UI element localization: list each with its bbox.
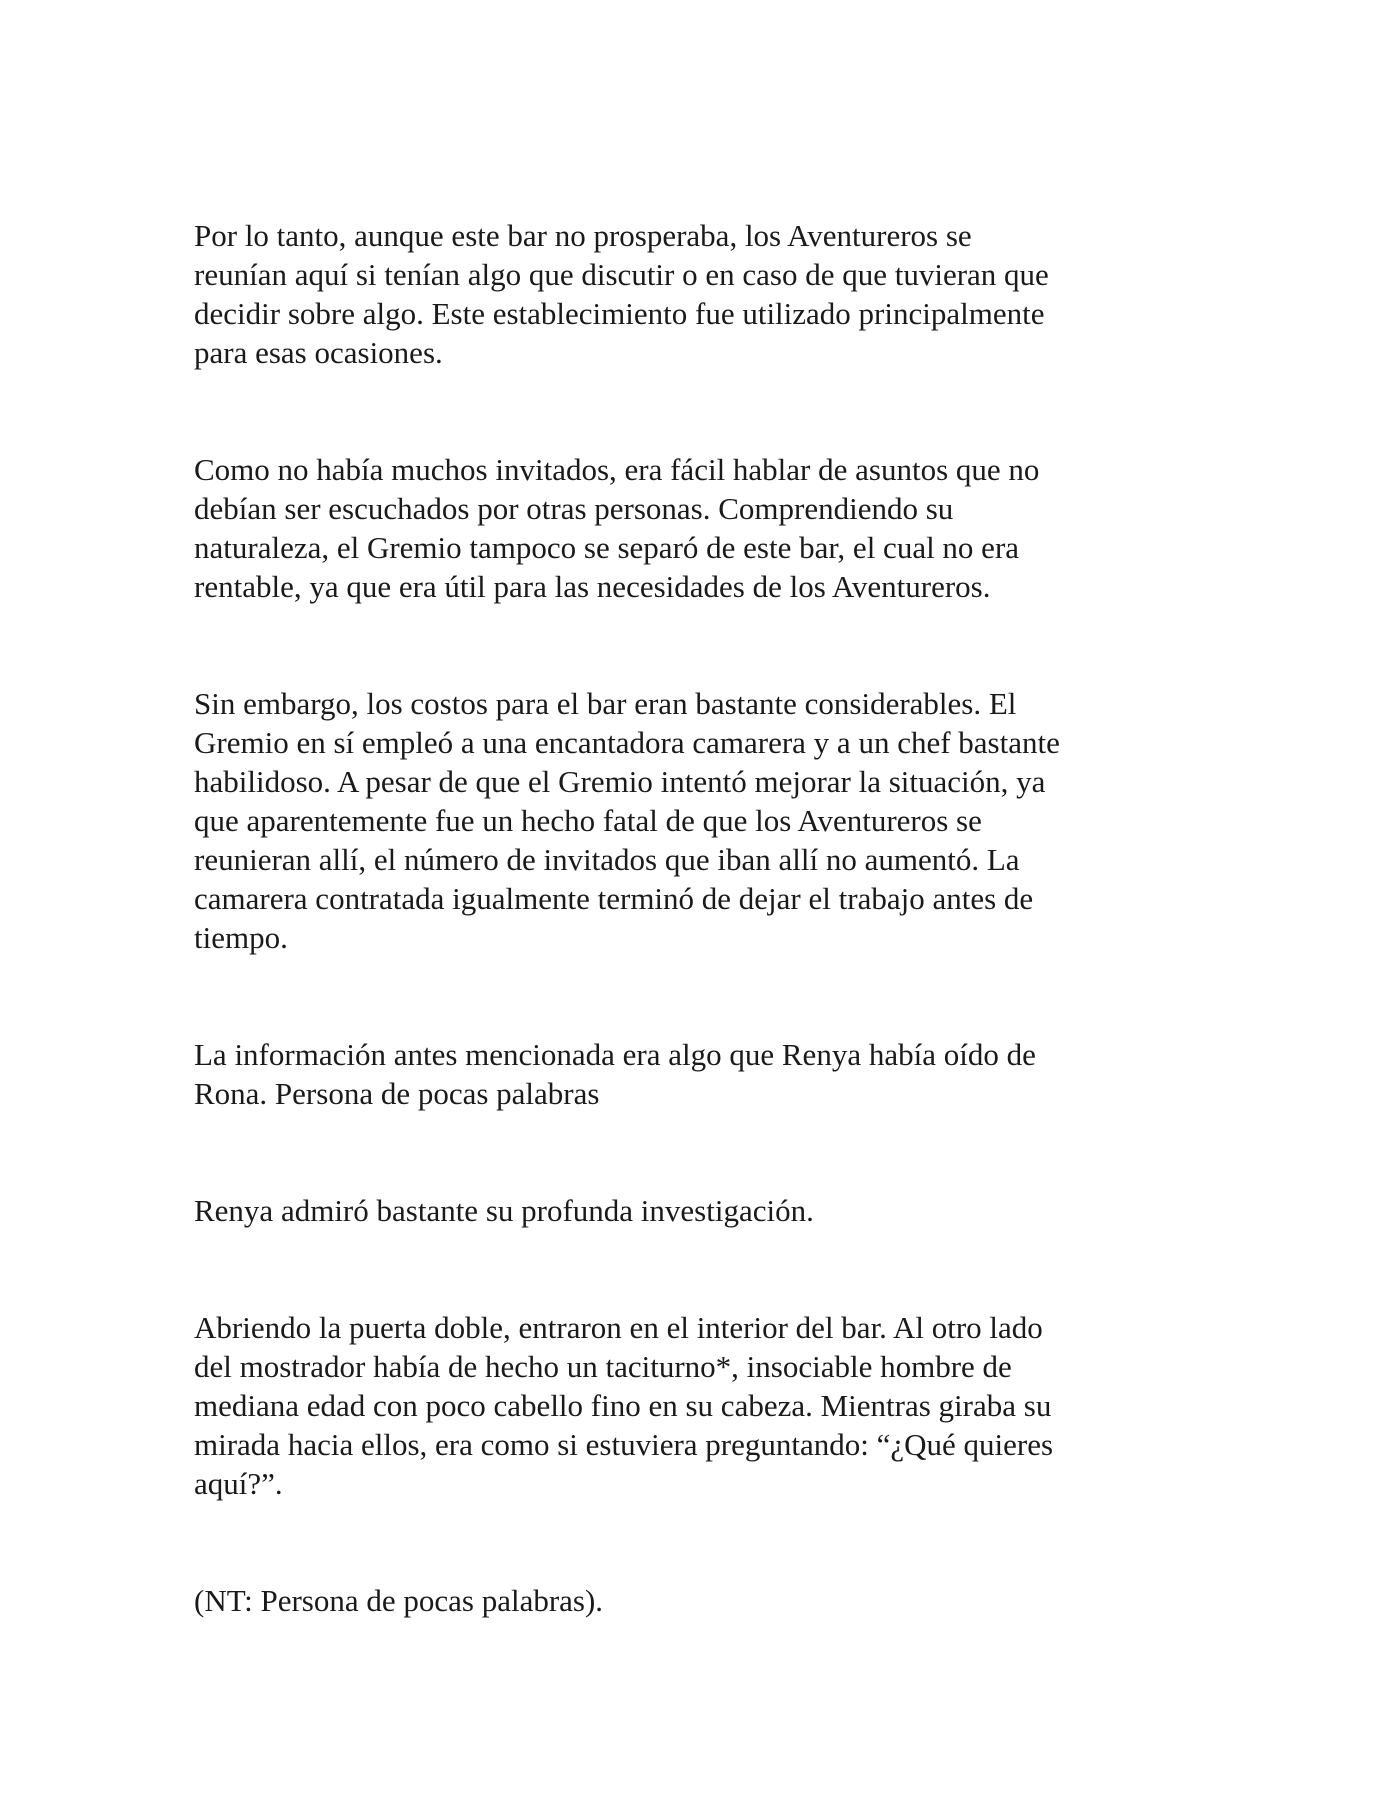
paragraph-line: del mostrador había de hecho un taciturno*, insociable hombre de xyxy=(194,1349,1012,1384)
paragraph-line: reunieran allí, el número de invitados que iban allí no aumentó. La xyxy=(194,842,1020,877)
paragraph-line: rentable, ya que era útil para las necesidades de los Aventureros. xyxy=(194,569,991,604)
paragraph-line: Rona. Persona de pocas palabras xyxy=(194,1076,600,1111)
paragraph-line: Gremio en sí empleó a una encantadora camarera y a un chef bastante xyxy=(194,725,1060,760)
paragraph-5 xyxy=(194,1191,1204,1230)
document-body xyxy=(194,216,1204,1620)
paragraph-line: La información antes mencionada era algo que Renya había oído de xyxy=(194,1037,1036,1072)
paragraph-line: para esas ocasiones. xyxy=(194,335,443,370)
paragraph-line: mediana edad con poco cabello fino en su cabeza. Mientras giraba su xyxy=(194,1388,1052,1423)
paragraph-1 xyxy=(194,216,1204,372)
paragraph-line: Por lo tanto, aunque este bar no prosperaba, los Aventureros se xyxy=(194,218,972,253)
paragraph-line: decidir sobre algo. Este establecimiento fue utilizado principalmente xyxy=(194,296,1045,331)
paragraph-2 xyxy=(194,450,1204,606)
paragraph-line: Renya admiró bastante su profunda investigación. xyxy=(194,1193,814,1228)
paragraph-line: naturaleza, el Gremio tampoco se separó de este bar, el cual no era xyxy=(194,530,1020,565)
paragraph-line: mirada hacia ellos, era como si estuviera preguntando: “¿Qué quieres xyxy=(194,1427,1054,1462)
paragraph-line: tiempo. xyxy=(194,920,288,955)
paragraph-line: Como no había muchos invitados, era fácil hablar de asuntos que no xyxy=(194,452,1040,487)
paragraph-line: Sin embargo, los costos para el bar eran bastante considerables. El xyxy=(194,686,1017,721)
paragraph-4 xyxy=(194,1035,1204,1113)
paragraph-line: camarera contratada igualmente terminó de dejar el trabajo antes de xyxy=(194,881,1034,916)
paragraph-line: Abriendo la puerta doble, entraron en el interior del bar. Al otro lado xyxy=(194,1310,1043,1345)
paragraph-line: habilidoso. A pesar de que el Gremio intentó mejorar la situación, ya xyxy=(194,764,1046,799)
paragraph-6 xyxy=(194,1308,1204,1503)
paragraph-line: reunían aquí si tenían algo que discutir o en caso de que tuvieran que xyxy=(194,257,1049,292)
paragraph-line: debían ser escuchados por otras personas. Comprendiendo su xyxy=(194,491,954,526)
translator-note xyxy=(194,1581,1204,1620)
paragraph-line: aquí?”. xyxy=(194,1466,283,1501)
paragraph-line: (NT: Persona de pocas palabras). xyxy=(194,1583,604,1618)
paragraph-3 xyxy=(194,684,1204,957)
paragraph-line: que aparentemente fue un hecho fatal de que los Aventureros se xyxy=(194,803,982,838)
